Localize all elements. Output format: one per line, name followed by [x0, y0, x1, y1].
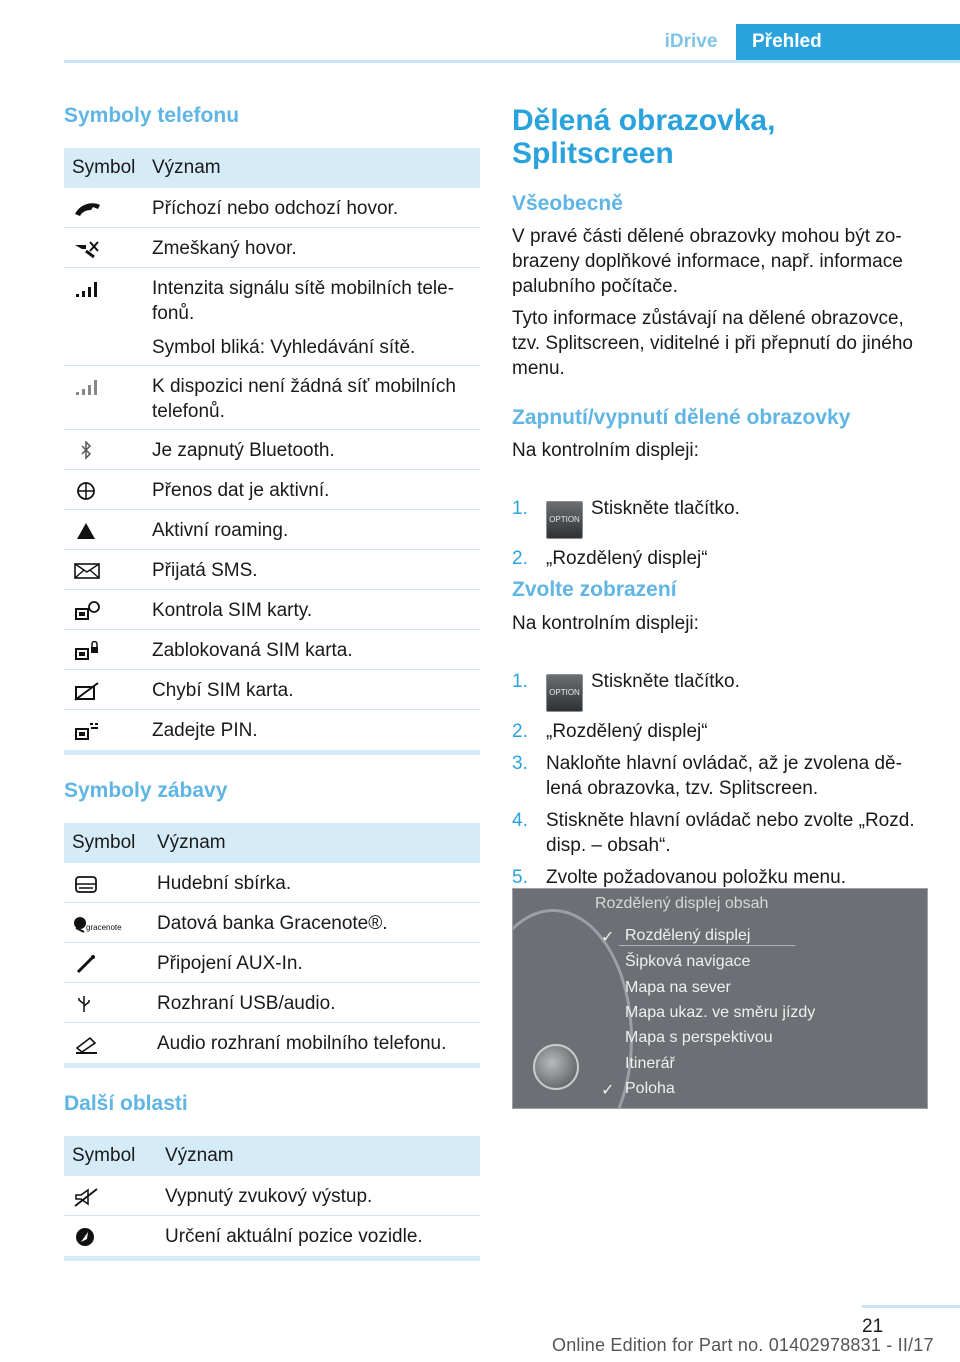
step-number: 5.	[512, 867, 528, 888]
row-meaning: Hudební sbírka.	[157, 873, 292, 894]
sim-check-icon	[72, 601, 102, 621]
row-meaning: Příchozí nebo odchozí hovor.	[152, 198, 399, 219]
row-meaning: Intenzita signálu sítě mobilních telefonů.	[152, 278, 455, 324]
row-meaning: Audio rozhraní mobilního telefonu.	[157, 1033, 447, 1054]
step-number: 1.	[512, 498, 528, 519]
column-meaning-header: Význam	[152, 157, 221, 178]
menu-item: Itinerář	[625, 1055, 675, 1072]
speaker-off-icon	[72, 1187, 102, 1207]
handset-icon	[72, 199, 102, 219]
data-transfer-icon	[72, 481, 102, 501]
header-rule	[64, 60, 960, 63]
row-meaning-note: Symbol bliká: Vyhledávání sítě.	[152, 337, 416, 358]
row-meaning: Kontrola SIM karty.	[152, 600, 313, 621]
footer-rule	[862, 1305, 960, 1308]
column-meaning-header: Význam	[165, 1145, 234, 1166]
check-icon: ✓	[601, 1082, 615, 1099]
general-heading: Všeobecně	[512, 192, 623, 215]
table-row	[64, 430, 480, 470]
menu-item: Šipková navigace	[625, 953, 751, 970]
column-symbol-header: Symbol	[72, 832, 136, 853]
list-item	[512, 669, 930, 712]
column-symbol-header: Symbol	[72, 157, 136, 178]
bluetooth-icon	[72, 441, 102, 461]
table-header	[64, 823, 480, 863]
aux-in-icon	[72, 954, 102, 974]
other-areas-title: Další oblasti	[64, 1092, 188, 1115]
check-icon: ✓	[601, 929, 615, 946]
table-footer-rule	[64, 750, 480, 755]
gracenote-icon	[72, 914, 136, 934]
entertainment-symbols-title: Symboly zábavy	[64, 779, 228, 802]
pin-entry-icon	[72, 721, 102, 741]
missed-call-icon	[72, 239, 102, 259]
table-footer-rule	[64, 1256, 480, 1261]
table-row	[64, 268, 480, 366]
table-row	[64, 366, 480, 430]
row-meaning: Připojení AUX-In.	[157, 953, 303, 974]
row-meaning: Určení aktuální pozice vozidle.	[165, 1226, 423, 1247]
step-number: 4.	[512, 810, 528, 831]
toggle-intro: Na kontrolním displeji:	[512, 440, 699, 461]
row-meaning: Zadejte PIN.	[152, 720, 258, 741]
sms-icon	[72, 561, 102, 581]
view-steps	[512, 669, 930, 897]
table-row	[64, 550, 480, 590]
table-row	[64, 670, 480, 710]
step-text: „Rozdělený displej“	[546, 548, 708, 569]
sim-locked-icon	[72, 641, 102, 661]
option-button-icon: OPTION	[546, 674, 583, 712]
table-row	[64, 590, 480, 630]
table-row	[64, 943, 480, 983]
split-screen-title: Dělená obrazovka, Splitscreen	[512, 104, 776, 170]
row-meaning: Rozhraní USB/audio.	[157, 993, 336, 1014]
step-text: „Rozdělený displej“	[546, 721, 708, 742]
column-symbol-header: Symbol	[72, 1145, 136, 1166]
table-row	[64, 630, 480, 670]
edition-note: Online Edition for Part no. 01402978831 - II/17	[552, 1335, 934, 1355]
toggle-heading: Zapnutí/vypnutí dělené obrazovky	[512, 406, 851, 429]
table-row	[64, 903, 480, 943]
table-row	[64, 1176, 480, 1216]
screenshot-title: Rozdělený displej obsah	[595, 895, 769, 912]
usb-icon	[72, 994, 102, 1014]
row-meaning: Aktivní roaming.	[152, 520, 289, 541]
roaming-icon	[72, 521, 102, 541]
column-meaning-header: Význam	[157, 832, 226, 853]
menu-item: Poloha	[625, 1080, 675, 1097]
table-row	[64, 983, 480, 1023]
row-meaning: Vypnutý zvukový výstup.	[165, 1186, 373, 1207]
step-number: 2.	[512, 721, 528, 742]
toggle-steps	[512, 496, 930, 578]
phone-symbols-table	[64, 148, 480, 755]
row-meaning: Zmeškaný hovor.	[152, 238, 297, 259]
step-text: Stiskněte hlavní ovládač nebo zvolte „Rozd. disp. – obsah“.	[546, 810, 915, 856]
signal-strength-icon	[72, 279, 102, 299]
menu-item-selected: Rozdělený displej	[619, 927, 795, 946]
list-item	[512, 719, 930, 744]
header-section-label: iDrive	[664, 31, 718, 52]
list-item	[512, 496, 930, 539]
general-paragraph-2: Tyto informace zůstávají na dělené obrazovce, tzv. Splitscreen, viditelné i při přepnutí do jiného menu.	[512, 308, 913, 379]
menu-item: Mapa s perspektivou	[625, 1029, 773, 1046]
table-footer-rule	[64, 1063, 480, 1068]
step-number: 2.	[512, 548, 528, 569]
step-number: 1.	[512, 671, 528, 692]
row-meaning: Zablokovaná SIM karta.	[152, 640, 353, 661]
list-item	[512, 751, 930, 801]
entertainment-symbols-table	[64, 823, 480, 1068]
table-row	[64, 1023, 480, 1063]
phone-audio-icon	[72, 1034, 102, 1054]
row-meaning: Přenos dat je aktivní.	[152, 480, 330, 501]
table-row	[64, 1216, 480, 1256]
phone-symbols-title: Symboly telefonu	[64, 104, 240, 127]
vehicle-position-icon	[72, 1227, 102, 1247]
no-network-icon	[72, 377, 102, 397]
step-text: Stiskněte tlačítko.	[591, 498, 740, 519]
general-paragraph-1: V pravé části dělené obrazovky mohou být zobrazeny doplňkové informace, např. informace palubního počítače.	[512, 226, 903, 297]
row-meaning: Přijatá SMS.	[152, 560, 258, 581]
step-number: 3.	[512, 753, 528, 774]
table-row	[64, 470, 480, 510]
table-row	[64, 228, 480, 268]
row-meaning: K dispozici není žádná síť mobilních telefonů.	[152, 376, 456, 422]
step-text: Stiskněte tlačítko.	[591, 671, 740, 692]
menu-item: Mapa na sever	[625, 979, 731, 996]
music-collection-icon	[72, 874, 102, 894]
table-row	[64, 710, 480, 750]
sim-missing-icon	[72, 681, 102, 701]
controller-knob-icon	[533, 1044, 579, 1090]
idrive-menu-screenshot	[512, 888, 928, 1109]
page-number: 21	[862, 1316, 884, 1337]
list-item	[512, 808, 930, 858]
table-row	[64, 188, 480, 228]
option-button-icon: OPTION	[546, 501, 583, 539]
list-item	[512, 865, 930, 890]
table-header	[64, 1136, 480, 1176]
other-symbols-table	[64, 1136, 480, 1261]
table-row	[64, 863, 480, 903]
list-item	[512, 546, 930, 571]
menu-item: Mapa ukaz. ve směru jízdy	[625, 1004, 816, 1021]
svg-text:gracenote: gracenote	[86, 923, 122, 932]
row-meaning: Datová banka Gracenote®.	[157, 913, 388, 934]
table-row	[64, 510, 480, 550]
view-heading: Zvolte zobrazení	[512, 578, 677, 601]
row-meaning: Je zapnutý Bluetooth.	[152, 440, 335, 461]
header-chapter-tab: Přehled	[736, 24, 960, 60]
table-header	[64, 148, 480, 188]
step-text: Zvolte požadovanou položku menu.	[546, 867, 846, 888]
row-meaning: Chybí SIM karta.	[152, 680, 294, 701]
step-text: Nakloňte hlavní ovládač, až je zvolena dělená obrazovka, tzv. Splitscreen.	[546, 753, 902, 799]
view-intro: Na kontrolním displeji:	[512, 613, 699, 634]
